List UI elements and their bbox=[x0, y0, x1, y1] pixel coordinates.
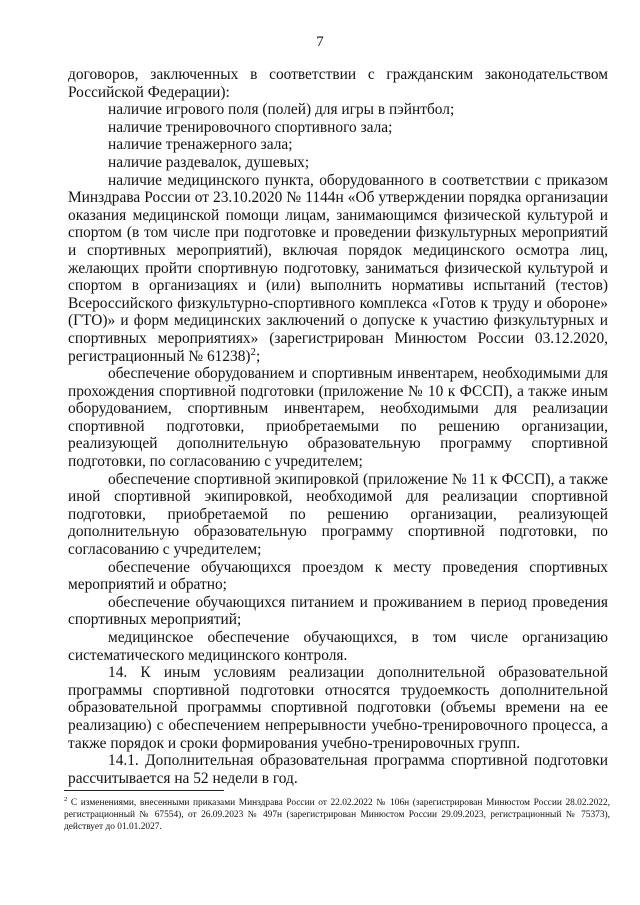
footnote-text: С изменениями, внесенными приказами Минздрава России от 22.02.2022 № 106н (зарегистрирован Минюстом России 28.02.2022, регистрационный № 67554), от 26.09.2023 № 497н (зарегистрирован Минюстом России 29.09.2023, регистрационный № 75373), действует до 01.01.2027. bbox=[64, 798, 610, 832]
list-item-paintball-field: наличие игрового поля (полей) для игры в пэйнтбол; bbox=[108, 101, 455, 119]
list-item-meals-lodging: обеспечение обучающихся питанием и проживанием в период проведения спортивных мероприятий; bbox=[68, 593, 608, 629]
medical-point-text: наличие медицинского пункта, оборудованного в соответствии с приказом Минздрава России от 23.10.2020 № 1144н «Об утверждении порядка организации оказания медицинской помощи лицам, занимающимся физической культурой и спортом (в том числе при подготовке и проведении физкультурных мероприятий и спортивных мероприятий), включая порядок медицинского осмотра лиц, желающих пройти спортивную подготовку, заниматься физической культурой и спортом в организациях и (или) выполнить нормативы испытаний (тестов) Всероссийского физкультурно-спортивного комплекса «Готов к труду и обороне» (ГТО)» и форм медицинских заключений о допуске к участию физкультурных и спортивных мероприятиях» (зарегистрирован Минюстом России 03.12.2020, регистрационный № 61238) bbox=[68, 171, 608, 365]
page-number: 7 bbox=[316, 34, 324, 50]
paragraph-14: 14. К иным условиям реализации дополнительной образовательной программы спортивной подготовки относятся трудоемкость дополнительной образовательной программы спортивной подготовки (объемы времени на ее реализацию) с обеспечением непрерывности учебно-тренировочного процесса, а также порядок и сроки формирования учебно-тренировочных групп. bbox=[68, 664, 608, 752]
footnote-marker: 2 bbox=[64, 795, 68, 803]
list-item-training-hall: наличие тренировочного спортивного зала; bbox=[108, 118, 393, 136]
list-item-equipment: обеспечение оборудованием и спортивным инвентарем, необходимыми для прохождения спортивной подготовки (приложение № 10 к ФССП), а также иным оборудованием, спортивным инвентарем, необходимыми для реализации спортивной подготовки, приобретаемыми по решению организации, реализующей дополнительную образовательную программу спортивной подготовки, по согласованию с учредителем; bbox=[68, 365, 608, 471]
medical-point-end: ; bbox=[255, 347, 261, 365]
list-item-locker-rooms: наличие раздевалок, душевых; bbox=[108, 153, 310, 171]
document-body bbox=[68, 66, 608, 787]
list-item-gym: наличие тренажерного зала; bbox=[108, 136, 293, 154]
footnote-separator bbox=[64, 790, 224, 791]
footnote bbox=[64, 797, 610, 833]
footnote-reference: 2 bbox=[250, 345, 256, 358]
paragraph-intro: договоров, заключенных в соответствии с гражданским законодательством Российской Федерации): bbox=[68, 66, 608, 101]
list-item-sports-gear: обеспечение спортивной экипировкой (приложение № 11 к ФССП), а также иной спортивной экипировкой, необходимой для реализации спортивной подготовки, приобретаемой по решению организации, реализующей дополнительную образовательную программу спортивной подготовки, по согласованию с учредителем; bbox=[68, 470, 608, 559]
paragraph-14-1: 14.1. Дополнительная образовательная программа спортивной подготовки рассчитывается на 52 недели в год. bbox=[68, 752, 608, 787]
list-item-medical-support: медицинское обеспечение обучающихся, в том числе организацию систематического медицинского контроля. bbox=[68, 629, 608, 664]
list-item-medical-point bbox=[68, 172, 608, 366]
list-item-travel: обеспечение обучающихся проездом к месту проведения спортивных мероприятий и обратно; bbox=[68, 558, 608, 594]
